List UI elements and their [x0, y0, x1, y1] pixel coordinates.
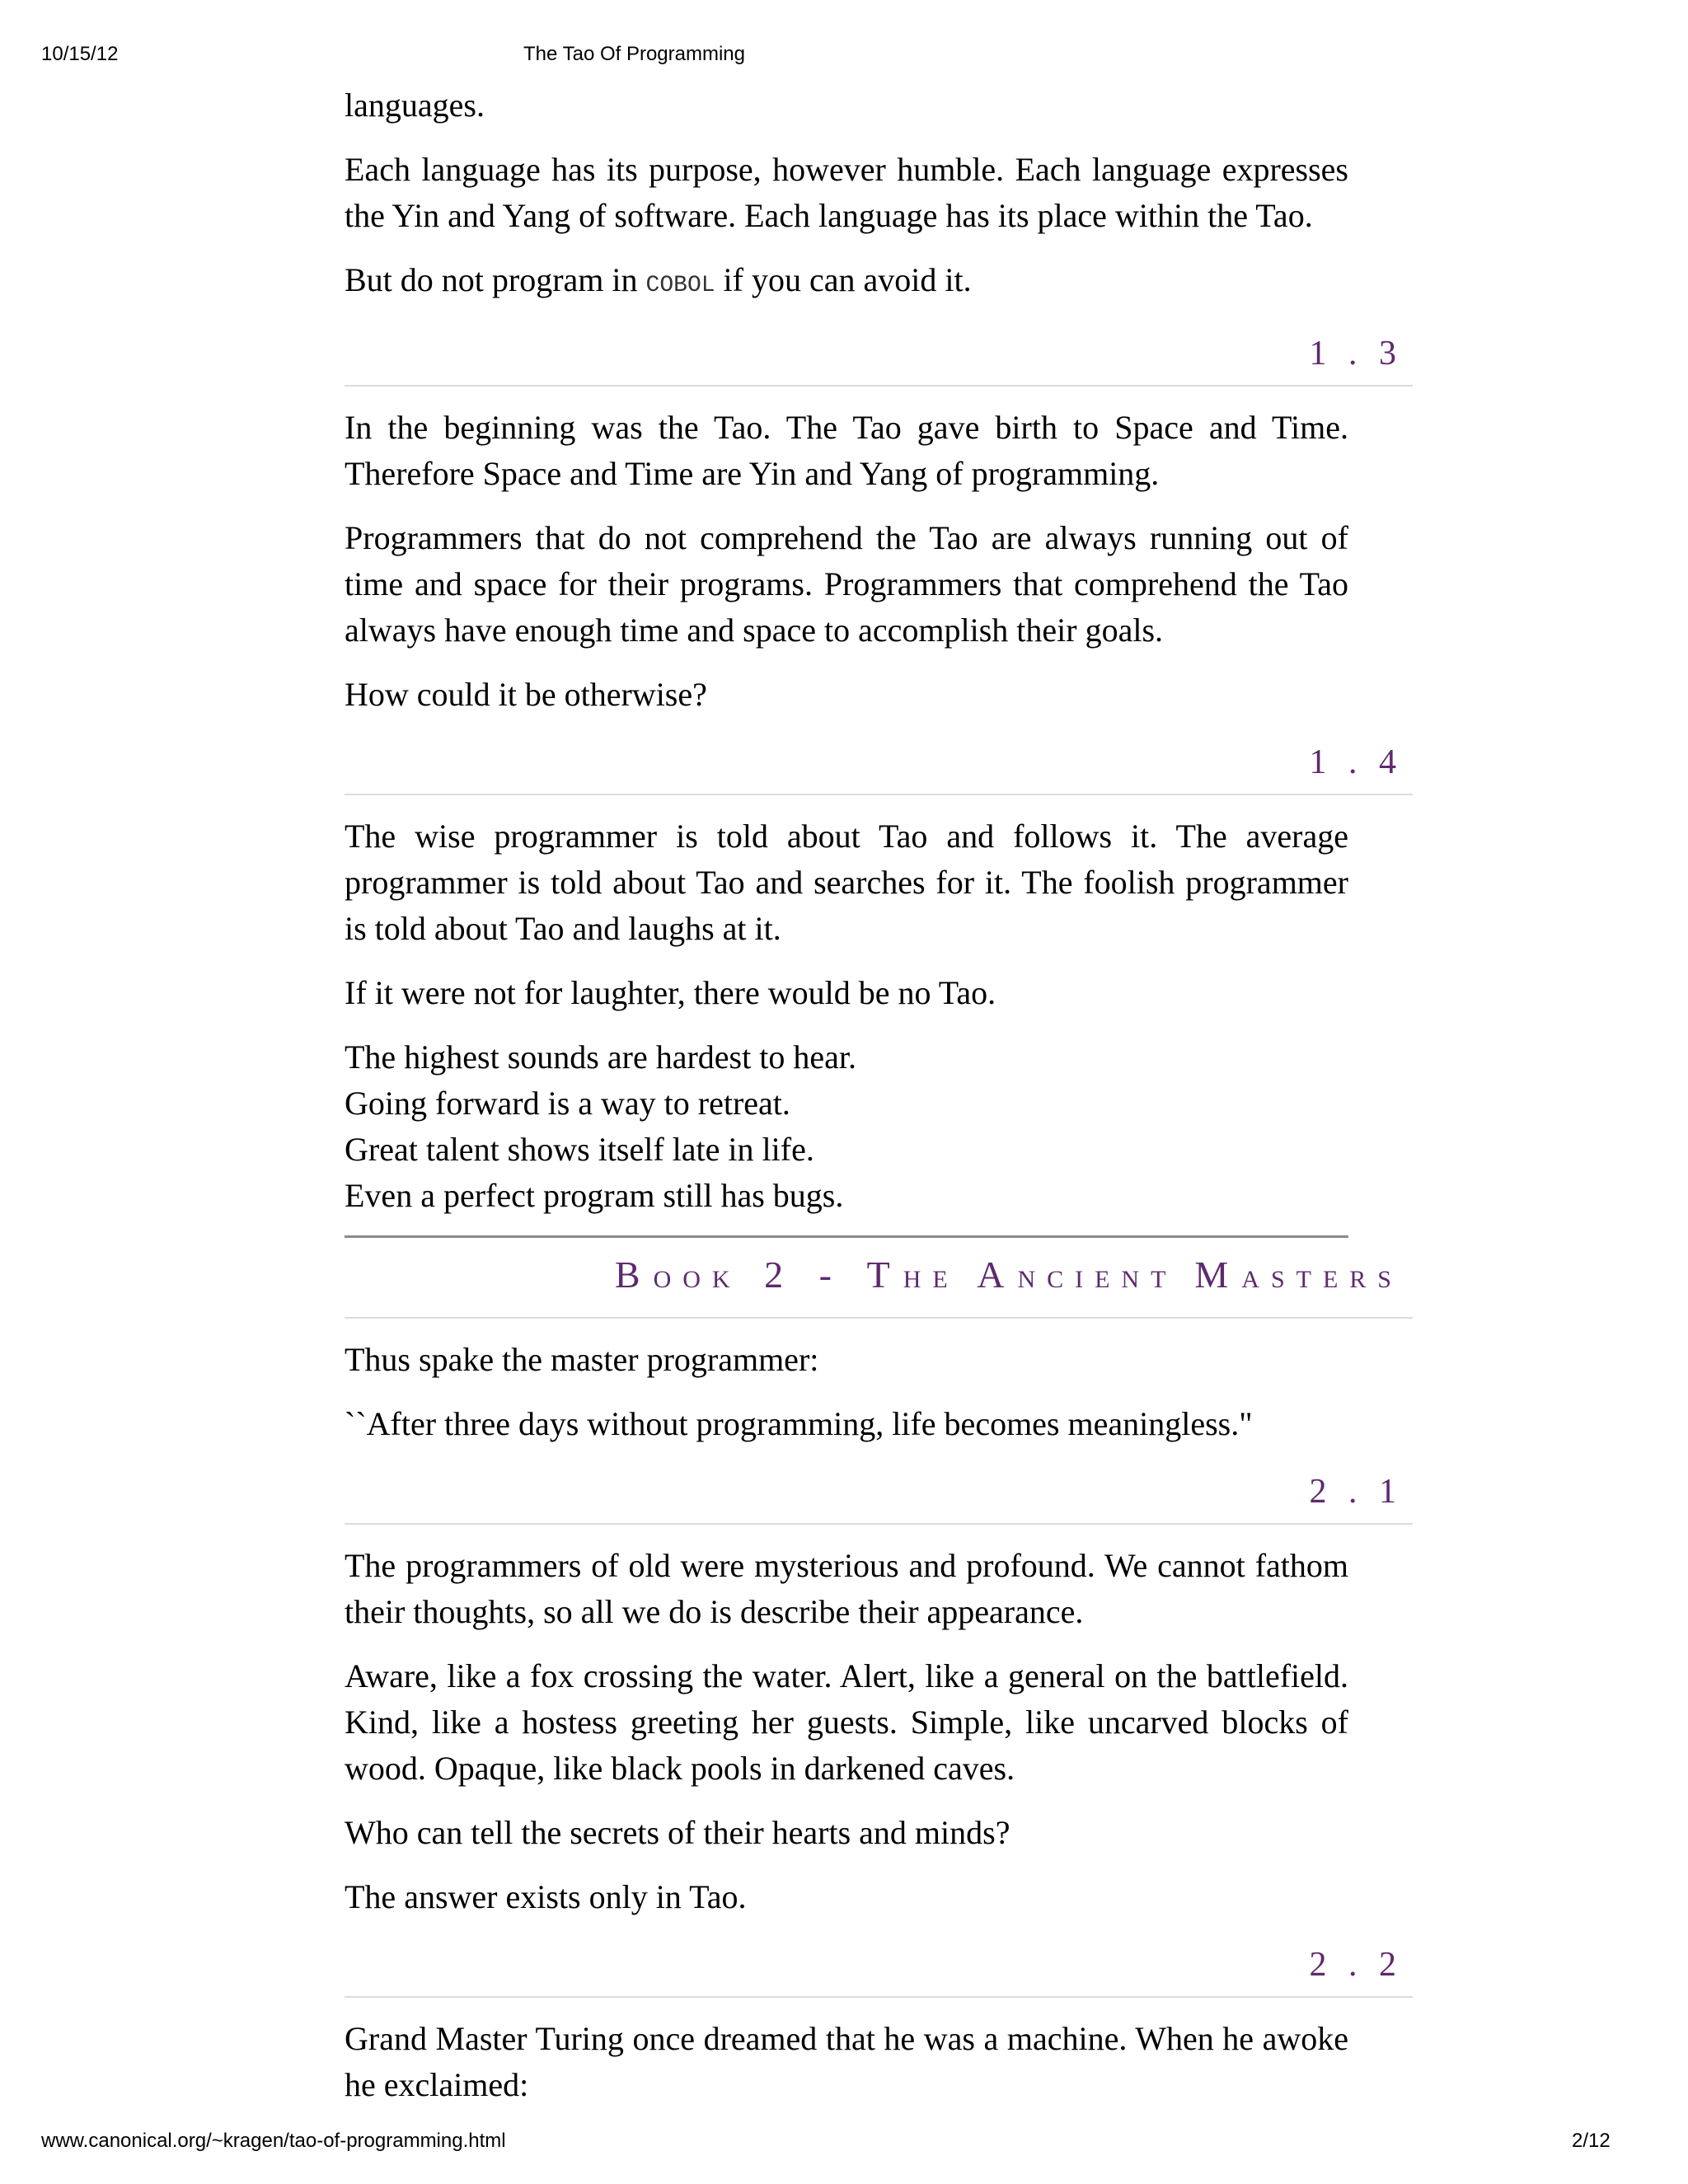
paragraph: The wise programmer is told about Tao and follows it. The average programmer is told about Tao and searches for it. The foolish programmer is told about Tao and laughs at it. [345, 818, 1348, 947]
paragraph: languages. [345, 87, 485, 124]
section-divider [345, 385, 1413, 387]
paragraph: Programmers that do not comprehend the Tao are always running out of time and space for their programs. Programmers that comprehend the Tao always have enough time and space to accomplish their goals. [345, 519, 1348, 649]
book-2-heading: BOOK 2 - THE ANCIENT MASTERS [614, 1254, 1403, 1296]
poem-line: Great talent shows itself late in life. [345, 1131, 814, 1168]
paragraph: Each language has its purpose, however humble. Each language expresses the Yin and Yang of software. Each language has its place within the Tao. [345, 151, 1348, 234]
paragraph: But do not program in COBOL if you can avoid it. [345, 261, 972, 298]
paragraph: Thus spake the master programmer: [345, 1341, 819, 1378]
section-number: 1 . 4 [1309, 743, 1403, 781]
print-footer-url: www.canonical.org/~kragen/tao-of-programming.html [41, 2130, 506, 2152]
paragraph: If it were not for laughter, there would be no Tao. [345, 974, 996, 1011]
section-divider [345, 1523, 1413, 1525]
section-number: 2 . 2 [1309, 1946, 1403, 1984]
paragraph: Who can tell the secrets of their hearts and minds? [345, 1814, 1010, 1851]
section-divider [345, 1996, 1413, 1998]
poem-line: The highest sounds are hardest to hear. [345, 1038, 856, 1076]
print-footer-page-number: 2/12 [1572, 2130, 1611, 2152]
section-number: 1 . 3 [1309, 335, 1403, 373]
paragraph: The answer exists only in Tao. [345, 1878, 747, 1915]
section-number: 2 . 1 [1309, 1473, 1403, 1511]
print-header-title: The Tao Of Programming [523, 43, 746, 65]
paragraph: In the beginning was the Tao. The Tao gave birth to Space and Time. Therefore Space and Time are Yin and Yang of programming. [345, 409, 1348, 492]
section-divider [345, 794, 1413, 795]
poem [345, 1034, 1348, 1219]
paragraph: The programmers of old were mysterious and profound. We cannot fathom their thoughts, so all we do is describe their appearance. [345, 1547, 1348, 1630]
paragraph: Grand Master Turing once dreamed that he was a machine. When he awoke he exclaimed: [345, 2020, 1348, 2103]
print-header-date: 10/15/12 [41, 43, 119, 65]
section-divider [345, 1317, 1413, 1319]
poem-line: Even a perfect program still has bugs. [345, 1177, 844, 1214]
document-content [345, 82, 1413, 2108]
poem-line: Going forward is a way to retreat. [345, 1085, 790, 1122]
paragraph: How could it be otherwise? [345, 676, 707, 713]
paragraph: Aware, like a fox crossing the water. Alert, like a general on the battlefield. Kind, like a hostess greeting her guests. Simple, like uncarved blocks of wood. Opaque, like black pools in darkened caves. [345, 1657, 1348, 1787]
code-text: COBOL [645, 273, 715, 298]
paragraph: ``After three days without programming, life becomes meaningless." [345, 1405, 1253, 1442]
